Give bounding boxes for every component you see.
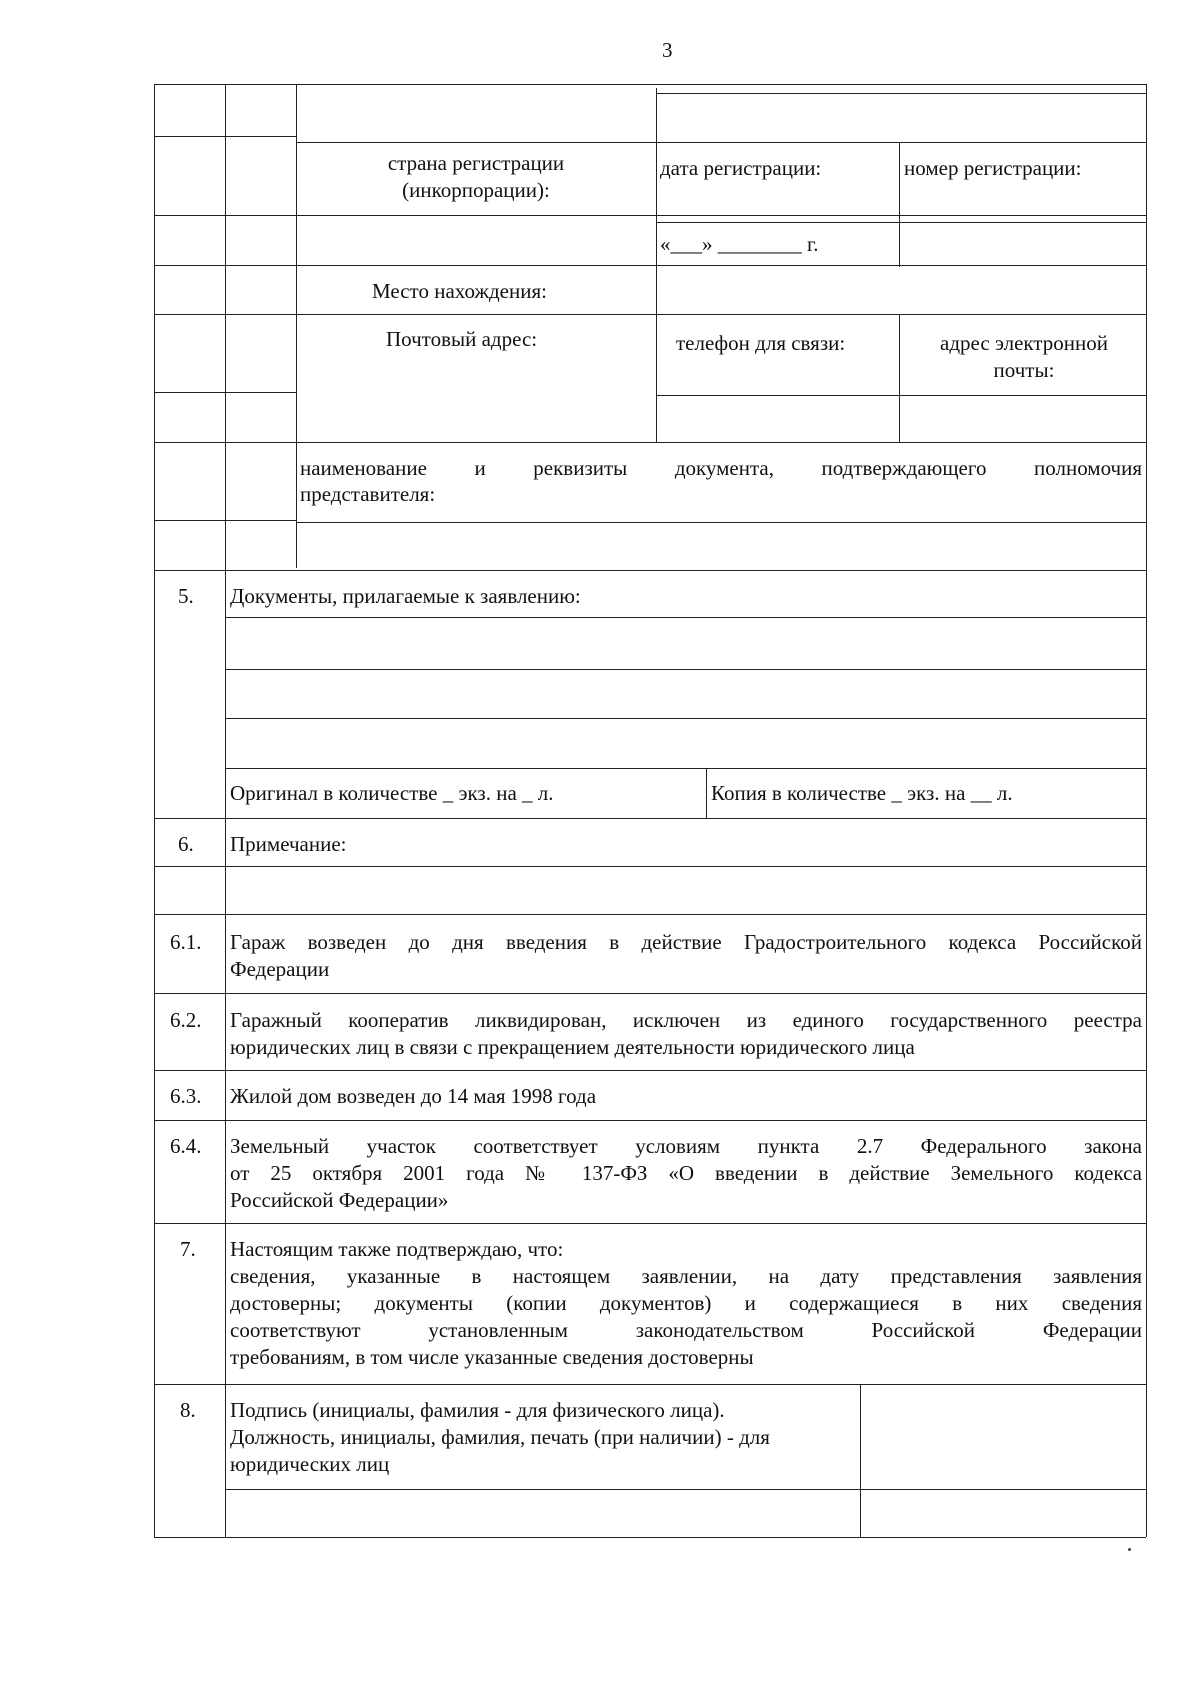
table-left-border: [154, 84, 155, 1537]
table-row-line: [656, 395, 1146, 396]
table-row-line: [154, 914, 1146, 915]
table-row-line: [225, 617, 1146, 618]
section-5-title: Документы, прилагаемые к заявлению:: [230, 584, 581, 608]
registration-date-label: дата регистрации:: [660, 156, 822, 180]
note-6-2-text: Гаражный кооператив ликвидирован, исключен из единого государственного реестра: [230, 1008, 1142, 1032]
note-6-3-number: 6.3.: [170, 1084, 202, 1108]
authority-document-label: наименование и реквизиты документа, подтверждающего полномочия: [300, 456, 1142, 480]
copies-count-field[interactable]: Копия в количестве _ экз. на __ л.: [711, 781, 1013, 805]
table-col-divider: [296, 84, 297, 568]
note-6-2-number: 6.2.: [170, 1008, 202, 1032]
section-7-text: достоверны; документы (копии документов) и содержащиеся в них сведения: [230, 1291, 1142, 1315]
notes-field[interactable]: [227, 868, 1144, 912]
table-row-line: [154, 442, 1146, 443]
note-6-1-number: 6.1.: [170, 930, 202, 954]
table-right-border: [1146, 84, 1147, 1537]
table-row-line: [296, 522, 1146, 523]
section-7-number: 7.: [180, 1237, 196, 1261]
table-row-line: [154, 215, 1146, 216]
table-col-divider: [899, 142, 900, 267]
documents-list-field[interactable]: [227, 619, 1144, 767]
table-row-line: [225, 1489, 1146, 1490]
signature-field[interactable]: [862, 1386, 1144, 1487]
table-row-line: [656, 93, 1146, 94]
table-row-line: [154, 392, 296, 393]
note-6-1-text: Гараж возведен до дня введения в действие Градостроительного кодекса Российской: [230, 930, 1142, 954]
table-row-line: [154, 1070, 1146, 1071]
section-6-number: 6.: [178, 832, 194, 856]
location-label: Место нахождения:: [372, 279, 547, 303]
note-6-3-text: Жилой дом возведен до 14 мая 1998 года: [230, 1084, 597, 1108]
registration-date-field[interactable]: «___» ________ г.: [660, 232, 819, 256]
table-row-line: [154, 265, 1146, 266]
authority-document-label-cont: представителя:: [300, 482, 436, 506]
table-row-line: [154, 1120, 1146, 1121]
note-6-2-text-cont: юридических лиц в связи с прекращением деятельности юридического лица: [230, 1035, 915, 1059]
table-row-line: [154, 993, 1146, 994]
section-8-number: 8.: [180, 1398, 196, 1422]
postal-address-label: Почтовый адрес:: [386, 327, 538, 351]
table-col-divider: [225, 84, 226, 1537]
section-5-number: 5.: [178, 584, 194, 608]
section-7-text: сведения, указанные в настоящем заявлении, на дату представления заявления: [230, 1264, 1142, 1288]
originals-count-field[interactable]: Оригинал в количестве _ экз. на _ л.: [230, 781, 554, 805]
table-row-line: [154, 1223, 1146, 1224]
country-of-registration-label: страна регистрации (инкорпорации):: [387, 151, 565, 202]
table-row-line: [154, 136, 296, 137]
registration-number-label: номер регистрации:: [904, 156, 1082, 180]
signature-label-end: юридических лиц: [230, 1452, 390, 1476]
table-row-line: [154, 520, 296, 521]
table-row-line: [154, 1384, 1146, 1385]
table-row-line: [154, 314, 1146, 315]
scan-speck: [1128, 1548, 1131, 1551]
table-row-line: [296, 142, 1146, 143]
table-row-line: [154, 84, 1146, 85]
section-7-text: требованиям, в том числе указанные сведения достоверны: [230, 1345, 754, 1369]
signature-label-cont: Должность, инициалы, фамилия, печать (при наличии) - для: [230, 1425, 770, 1449]
section-6-title: Примечание:: [230, 832, 347, 856]
section-7-text: соответствуют установленным законодательством Российской Федерации: [230, 1318, 1142, 1342]
table-row-line: [225, 768, 1146, 769]
table-col-divider: [899, 314, 900, 442]
note-6-1-text-cont: Федерации: [230, 957, 330, 981]
table-row-line: [154, 866, 1146, 867]
page-number: 3: [662, 38, 673, 62]
table-row-line: [154, 1537, 1146, 1538]
table-col-divider: [706, 768, 707, 818]
table-row-line: [154, 570, 1146, 571]
note-6-4-number: 6.4.: [170, 1134, 202, 1158]
table-row-line: [154, 818, 1146, 819]
note-6-4-text-cont: от 25 октября 2001 года № 137-ФЗ «О введении в действие Земельного кодекса: [230, 1161, 1142, 1185]
email-label: адрес электронной почты:: [940, 331, 1108, 382]
signature-label: Подпись (инициалы, фамилия - для физического лица).: [230, 1398, 725, 1422]
note-6-4-text: Земельный участок соответствует условиям пункта 2.7 Федерального закона: [230, 1134, 1142, 1158]
note-6-4-text-end: Российской Федерации»: [230, 1188, 449, 1212]
table-row-line: [656, 222, 1146, 223]
phone-label: телефон для связи:: [676, 331, 846, 355]
table-col-divider: [860, 1384, 861, 1537]
section-7-intro: Настоящим также подтверждаю, что:: [230, 1237, 564, 1261]
